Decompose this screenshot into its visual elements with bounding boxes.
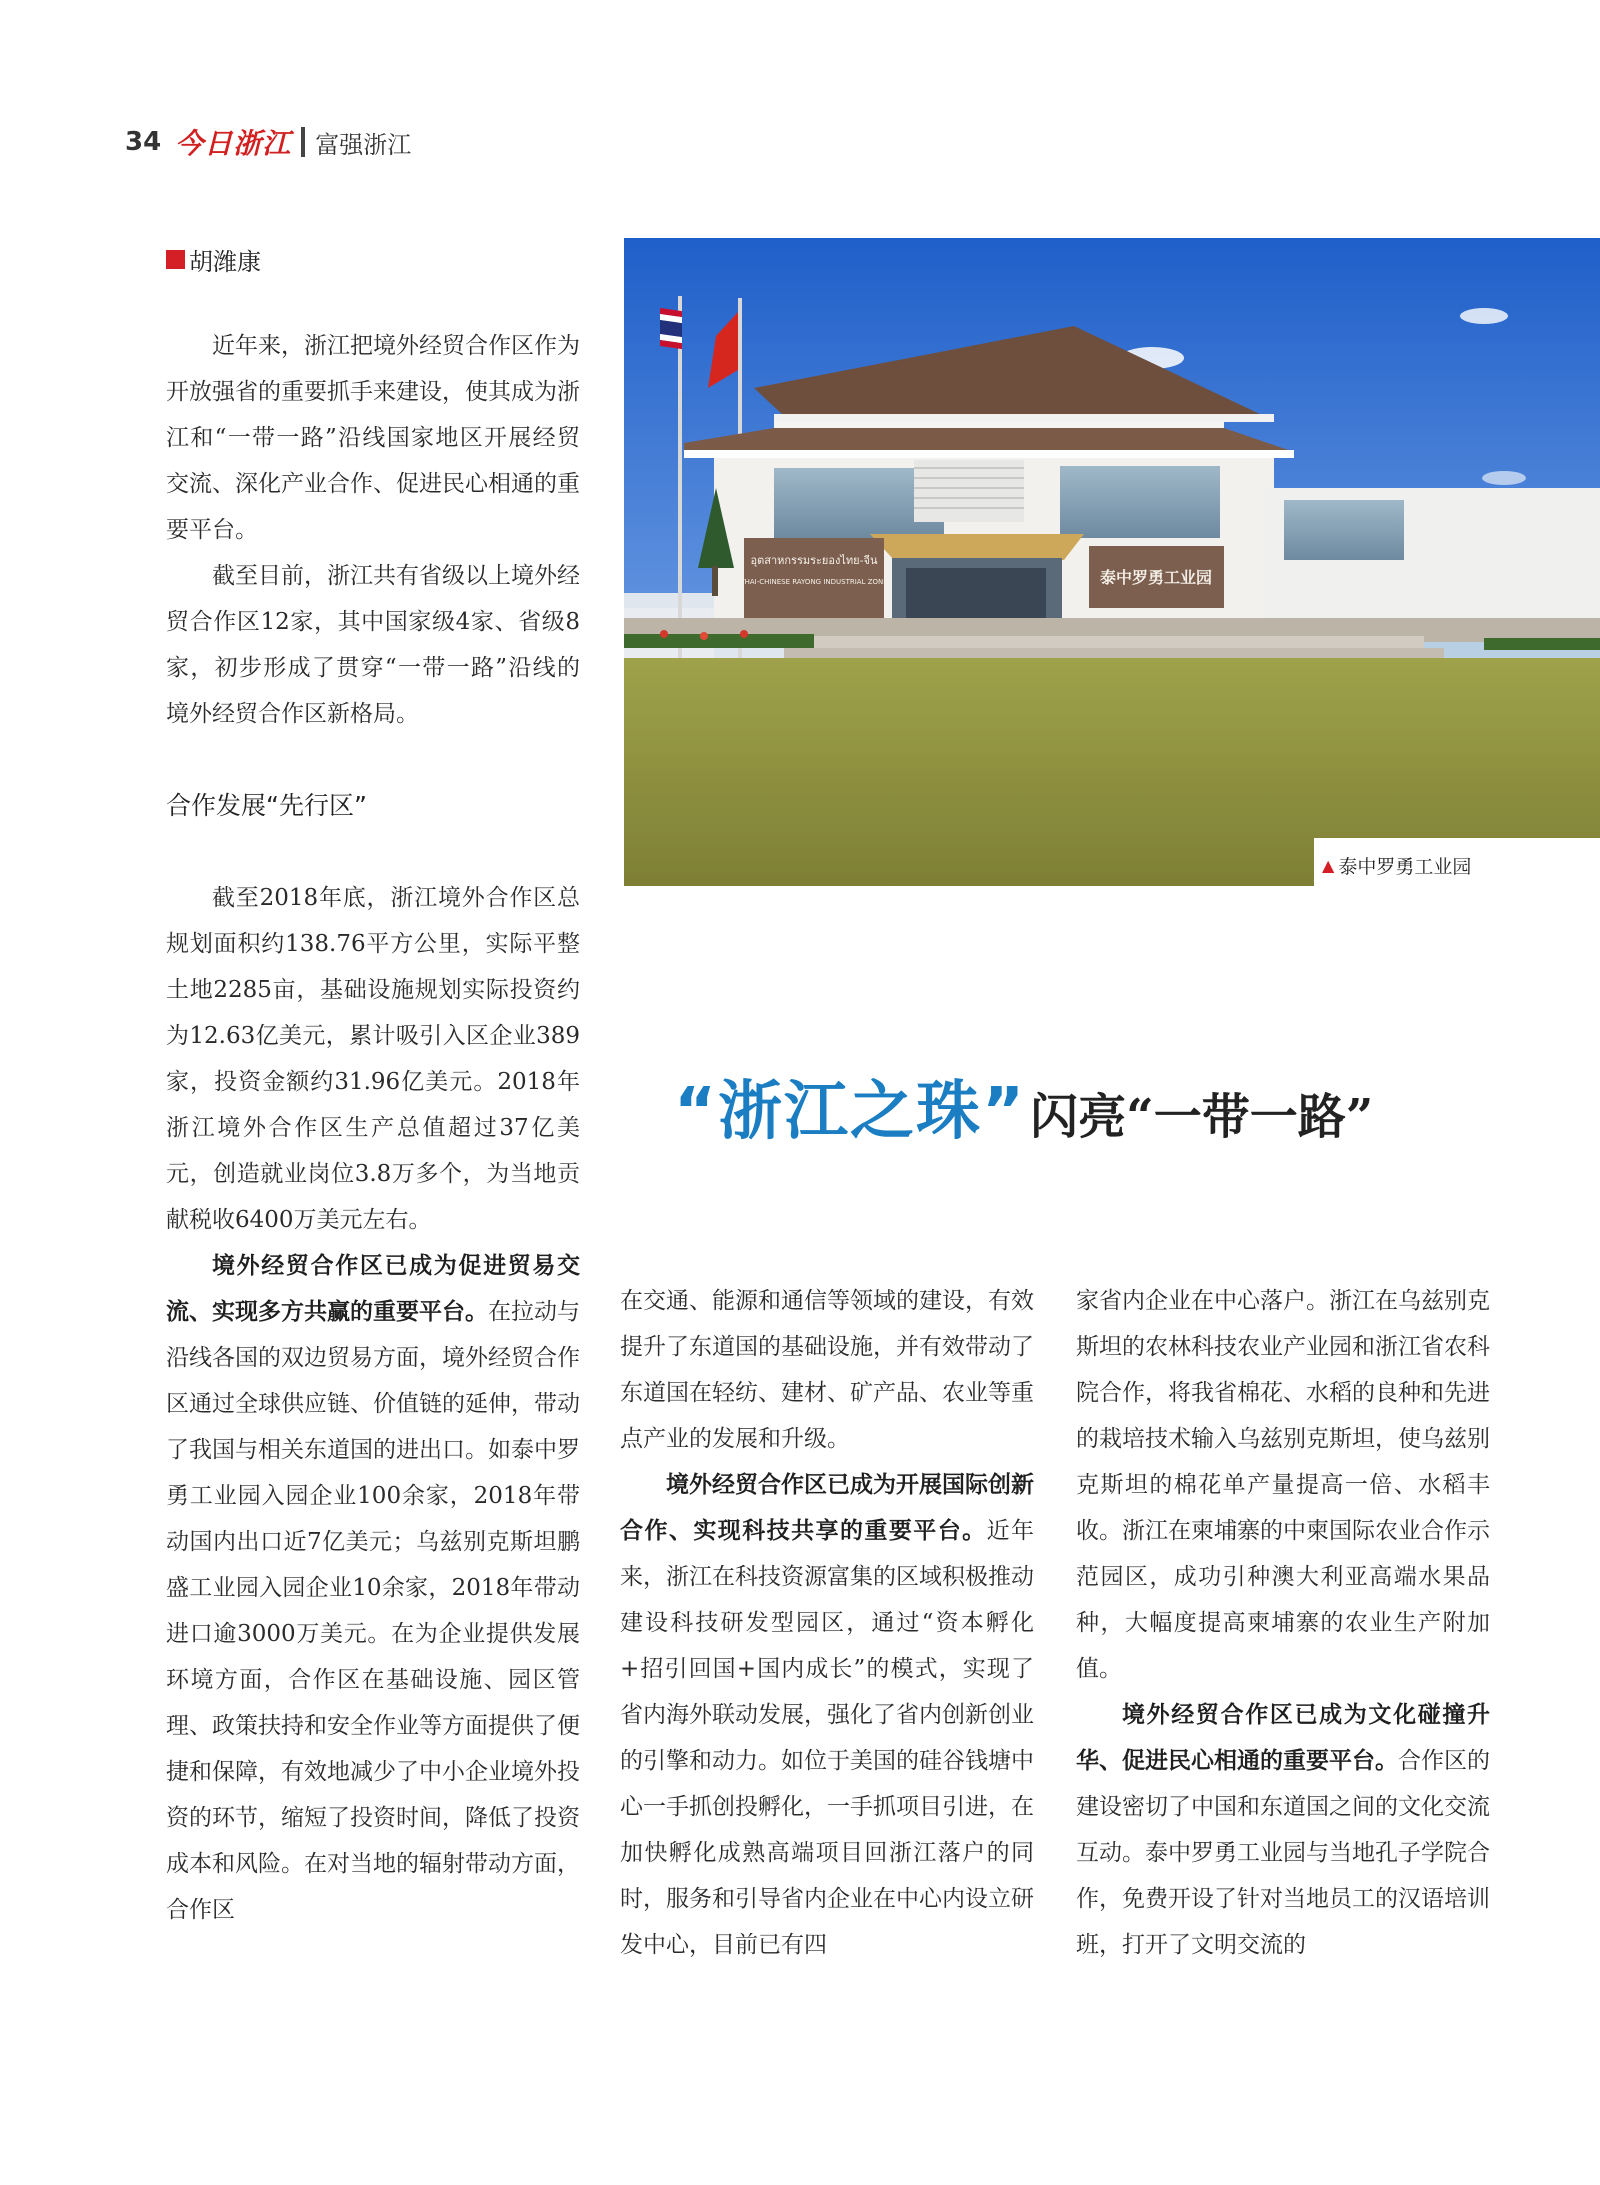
magazine-logo: 今日浙江: [175, 127, 292, 160]
key-point: 境外经贸合作区已成为文化碰撞升华、促进民心相通的重要平台。: [1076, 1701, 1490, 1774]
paragraph: 家省内企业在中心落户。浙江在乌兹别克斯坦的农林科技农业产业园和浙江省农科院合作，将我省棉花、水稻的良种和先进的栽培技术输入乌兹别克斯坦，使乌兹别克斯坦的棉花单产量提高一倍、水稻丰收。浙江在柬埔寨的中柬国际农业合作示范园区，成功引种澳大利亚高端水果品种，大幅度提高柬埔寨的农业生产附加值。: [1076, 1288, 1490, 1682]
paragraph: 在交通、能源和通信等领域的建设，有效提升了东道国的基础设施，并有效带动了东道国在轻纺、建材、矿产品、农业等重点产业的发展和升级。: [620, 1288, 1034, 1452]
red-triangle-icon: ▲: [1322, 856, 1335, 875]
paragraph: 近年来，浙江把境外经贸合作区作为开放强省的重要抓手来建设，使其成为浙江和“一带一路”沿线国家地区开展经贸交流、深化产业合作、促进民心相通的重要平台。: [166, 333, 580, 543]
column-3: [1076, 1278, 1490, 1968]
title-rest: 闪亮“一带一路”: [1030, 1089, 1374, 1145]
red-square-icon: [166, 250, 185, 269]
industrial-park-photo: [624, 238, 1600, 886]
author-byline: [166, 242, 261, 277]
section-name: 富强浙江: [315, 130, 412, 159]
column-2: [620, 1278, 1034, 1968]
header-divider: [301, 127, 305, 157]
paragraph: 境外经贸合作区已成为文化碰撞升华、促进民心相通的重要平台。合作区的建设密切了中国和东道国之间的文化交流互动。泰中罗勇工业园与当地孔子学院合作，免费开设了针对当地员工的汉语培训班，打开了文明交流的: [1076, 1701, 1490, 1958]
paragraph: 境外经贸合作区已成为促进贸易交流、实现多方共赢的重要平台。在拉动与沿线各国的双边贸易方面，境外经贸合作区通过全球供应链、价值链的延伸，带动了我国与相关东道国的进出口。如泰中罗勇工业园入园企业100余家，2018年带动国内出口近7亿美元；乌兹别克斯坦鹏盛工业园入园企业10余家，2018年带动进口逾3000万美元。在为企业提供发展环境方面，合作区在基础设施、园区管理、政策扶持和安全作业等方面提供了便捷和保障，有效地减少了中小企业境外投资的环节，缩短了投资时间，降低了投资成本和风险。在对当地的辐射带动方面，合作区: [166, 1252, 580, 1923]
sign-english-text: THAI-CHINESE RAYONG INDUSTRIAL ZONE: [740, 578, 888, 586]
photo-caption: [1322, 852, 1471, 879]
key-point: 境外经贸合作区已成为开展国际创新合作、实现科技共享的重要平台。: [620, 1471, 1034, 1544]
page-header: [125, 122, 411, 162]
page-number: 34: [125, 127, 162, 157]
caption-text: 泰中罗勇工业园: [1338, 856, 1472, 878]
paragraph: 截至目前，浙江共有省级以上境外经贸合作区12家，其中国家级4家、省级8家，初步形成了贯穿“一带一路”沿线的境外经贸合作区新格局。: [166, 563, 580, 727]
author-name: 胡潍康: [189, 248, 261, 276]
sign-thai-text: อุตสาหกรรมระยองไทย-จีน: [750, 554, 878, 567]
paragraph: 截至2018年底，浙江境外合作区总规划面积约138.76平方公里，实际平整土地2285亩，基础设施规划实际投资约为12.63亿美元，累计吸引入区企业389家，投资金额约31.96亿美元。2018年浙江境外合作区生产总值超过37亿美元，创造就业岗位3.8万多个，为当地贡献税收6400万美元左右。: [166, 885, 580, 1233]
column-1-intro: [166, 323, 580, 737]
subheading: 合作发展“先行区”: [166, 791, 367, 820]
paragraph: 境外经贸合作区已成为开展国际创新合作、实现科技共享的重要平台。近年来，浙江在科技资源富集的区域积极推动建设科技研发型园区，通过“资本孵化+招引回国+国内成长”的模式，实现了省内海外联动发展，强化了省内创新创业的引擎和动力。如位于美国的硅谷钱塘中心一手抓创投孵化，一手抓项目引进，在加快孵化成熟高端项目回浙江落户的同时，服务和引导省内企业在中心内设立研发中心，目前已有四: [620, 1471, 1034, 1958]
article-title: [674, 1060, 1373, 1152]
column-1-body: [166, 875, 580, 1933]
sign-chinese-text: 泰中罗勇工业园: [1099, 568, 1213, 587]
key-point: 境外经贸合作区已成为促进贸易交流、实现多方共赢的重要平台。: [166, 1252, 580, 1325]
title-highlight: “浙江之珠”: [674, 1075, 1027, 1149]
